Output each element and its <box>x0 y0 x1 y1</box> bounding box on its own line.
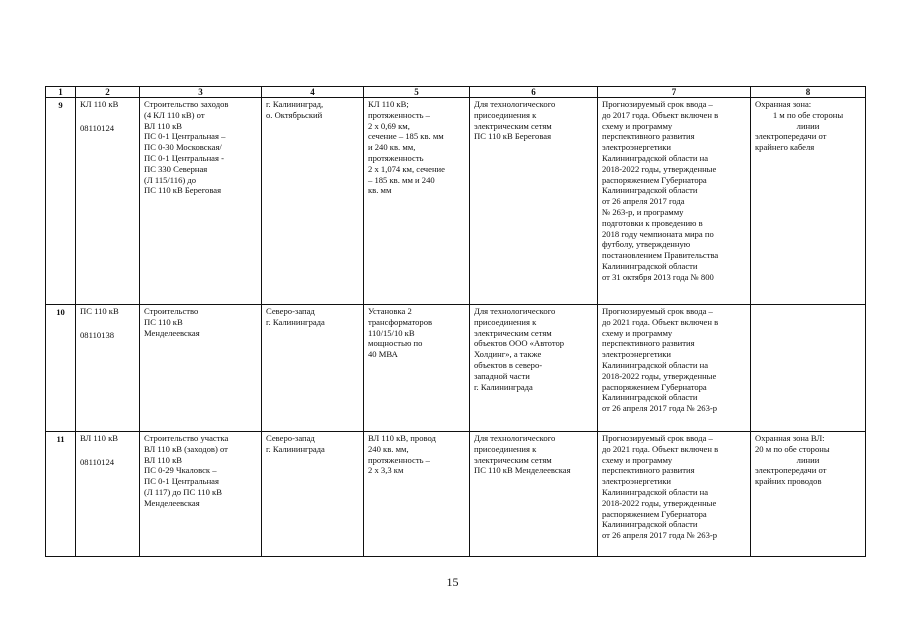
object-deadline-line: электроэнергетики <box>602 349 672 360</box>
object-purpose-line: Для технологического <box>474 99 556 109</box>
object-notes-line: крайних проводов <box>755 476 822 487</box>
object-purpose-line: г. Калининграда <box>474 381 533 392</box>
object-purpose-line: ПС 110 кВ Менделеевская <box>474 465 571 476</box>
object-parameters-line: КЛ 110 кВ; <box>368 99 409 109</box>
column-header-4: 4 <box>262 87 364 98</box>
object-notes-line: 1 м по обе стороны <box>772 109 844 120</box>
row-number: 9 <box>46 98 76 305</box>
object-purpose-line: ПС 110 кВ Береговая <box>474 131 552 142</box>
object-code <box>76 432 140 557</box>
object-purpose-line: объектов ООО «Автотор <box>474 338 565 349</box>
object-deadline-line: до 2021 года. Объект включен в <box>602 316 719 327</box>
object-location <box>262 305 364 432</box>
object-name-line: Строительство заходов <box>144 99 229 109</box>
object-location-line: о. Октябрьский <box>266 109 323 120</box>
object-purpose-line: присоединения к <box>474 443 537 454</box>
object-name-line: Менделеевская <box>144 327 200 338</box>
object-deadline-line: Прогнозируемый срок ввода – <box>602 99 713 109</box>
object-notes-line: 20 м по обе стороны <box>755 443 830 454</box>
object-deadline-line: распоряжением Губернатора <box>602 174 707 185</box>
object-deadline-line: схему и программу <box>602 120 673 131</box>
object-purpose-line: присоединения к <box>474 109 537 120</box>
object-deadline-line: электроэнергетики <box>602 142 672 153</box>
object-deadline-line: электроэнергетики <box>602 476 672 487</box>
object-parameters-line: протяженность <box>368 152 424 163</box>
object-name-line: ПС 0-1 Центральная - <box>144 152 224 163</box>
object-deadline-line: распоряжением Губернатора <box>602 381 707 392</box>
object-notes-line: Охранная зона: <box>755 99 812 109</box>
object-parameters-line: 2 x 1,074 км, сечение <box>368 163 445 174</box>
object-location-line: г. Калининград, <box>266 99 324 109</box>
table-row <box>46 98 866 305</box>
object-purpose-line: электрическим сетям <box>474 120 552 131</box>
object-parameters-line: трансформаторов <box>368 316 433 327</box>
object-parameters-line: 240 кв. мм, <box>368 443 409 454</box>
object-name-line: Строительство <box>144 306 199 316</box>
object-purpose <box>470 98 598 305</box>
object-parameters-line: протяженность – <box>368 109 430 120</box>
object-deadline-line: № 263-р, и программу <box>602 206 684 217</box>
row-number: 11 <box>46 432 76 557</box>
object-deadline-line: распоряжением Губернатора <box>602 508 707 519</box>
object-name-line: ПС 0-30 Московская/ <box>144 142 222 153</box>
object-location-line: г. Калининграда <box>266 443 325 454</box>
object-deadline-line: перспективного развития <box>602 338 695 349</box>
object-location <box>262 432 364 557</box>
object-deadline-line: Калининградской области на <box>602 486 709 497</box>
object-deadline-line: от 26 апреля 2017 года № 263-р <box>602 403 718 414</box>
object-location-line: г. Калининграда <box>266 316 325 327</box>
object-deadline-line: 2018 году чемпионата мира по <box>602 228 714 239</box>
object-code-line: ПС 110 кВ <box>80 306 119 316</box>
object-deadline-line: 2018-2022 годы, утвержденные <box>602 163 717 174</box>
column-header-7: 7 <box>598 87 751 98</box>
object-parameters-line: мощностью по <box>368 338 423 349</box>
object-name-line: (Л 117) до ПС 110 кВ <box>144 486 222 497</box>
object-name <box>140 432 262 557</box>
object-name-line: ПС 110 кВ Береговая <box>144 185 222 196</box>
object-deadline-line: схему и программу <box>602 327 673 338</box>
column-header-8: 8 <box>751 87 866 98</box>
table-row <box>46 432 866 557</box>
object-deadline <box>598 98 751 305</box>
column-header-1: 1 <box>46 87 76 98</box>
object-name-line: ПС 330 Северная <box>144 163 208 174</box>
table-row <box>46 305 866 432</box>
object-location-line: Северо-запад <box>266 306 315 316</box>
object-deadline-line: Калининградской области <box>602 519 698 530</box>
page-number: 15 <box>446 575 459 589</box>
column-header-6: 6 <box>470 87 598 98</box>
object-deadline-line: от 26 апреля 2017 года <box>602 196 685 207</box>
object-purpose-line: объектов в северо- <box>474 359 543 370</box>
object-location <box>262 98 364 305</box>
object-purpose-line: Для технологического <box>474 306 556 316</box>
object-deadline-line: подготовки к проведению в <box>602 217 703 228</box>
object-parameters <box>364 432 470 557</box>
object-code <box>76 98 140 305</box>
object-deadline-line: Прогнозируемый срок ввода – <box>602 433 713 443</box>
object-purpose <box>470 432 598 557</box>
object-name-line: Строительство участка <box>144 433 229 443</box>
object-purpose-line: Холдинг», а также <box>474 349 542 360</box>
object-purpose-line: Для технологического <box>474 433 556 443</box>
object-name-line: (Л 115/116) до <box>144 174 197 185</box>
object-purpose-line: электрическим сетям <box>474 327 552 338</box>
object-purpose-line: электрическим сетям <box>474 454 552 465</box>
row-number: 10 <box>46 305 76 432</box>
object-parameters-line: ВЛ 110 кВ, провод <box>368 433 436 443</box>
object-deadline-line: перспективного развития <box>602 465 695 476</box>
object-parameters-line: 2 x 3,3 км <box>368 465 404 476</box>
object-name-line: ПС 0-1 Центральная <box>144 476 219 487</box>
object-notes-line: электропередачи от <box>755 465 827 476</box>
header-row <box>46 87 866 98</box>
object-parameters-line: 2 x 0,69 км, <box>368 120 410 131</box>
object-parameters-line: 40 МВА <box>368 349 398 360</box>
object-deadline-line: до 2017 года. Объект включен в <box>602 109 719 120</box>
object-deadline-line: схему и программу <box>602 454 673 465</box>
object-code-line: 08110124 <box>80 456 115 467</box>
object-deadline-line: от 26 апреля 2017 года № 263-р <box>602 530 718 541</box>
object-parameters-line: протяженность – <box>368 454 430 465</box>
object-name-line: Менделеевская <box>144 497 200 508</box>
object-deadline <box>598 432 751 557</box>
object-parameters-line: сечение – 185 кв. мм <box>368 131 444 142</box>
object-deadline-line: Калининградской области <box>602 392 698 403</box>
object-deadline-line: футболу, утвержденную <box>602 239 691 250</box>
object-location-line: Северо-запад <box>266 433 315 443</box>
object-name <box>140 98 262 305</box>
object-code <box>76 305 140 432</box>
object-deadline-line: Калининградской области на <box>602 359 709 370</box>
object-deadline-line: постановлением Правительства <box>602 250 719 261</box>
object-name <box>140 305 262 432</box>
object-parameters <box>364 98 470 305</box>
object-parameters-line: Установка 2 <box>368 306 412 316</box>
object-code-line: 08110124 <box>80 122 115 133</box>
object-code-line: 08110138 <box>80 329 115 340</box>
object-deadline-line: перспективного развития <box>602 131 695 142</box>
object-deadline-line: Калининградской области на <box>602 152 709 163</box>
object-notes-line: Охранная зона ВЛ: <box>755 433 825 443</box>
object-notes-line: крайнего кабеля <box>755 142 815 153</box>
column-header-5: 5 <box>364 87 470 98</box>
object-name-line: ПС 0-1 Центральная – <box>144 131 226 142</box>
object-name-line: ПС 0-29 Чкаловск – <box>144 465 217 476</box>
object-name-line: ВЛ 110 кВ <box>144 120 183 131</box>
object-name-line: (4 КЛ 110 кВ) от <box>144 109 205 120</box>
object-parameters-line: 110/15/10 кВ <box>368 327 415 338</box>
object-parameters-line: и 240 кв. мм, <box>368 142 416 153</box>
object-notes-line: электропередачи от <box>755 131 827 142</box>
column-header-2: 2 <box>76 87 140 98</box>
object-purpose-line: западной части <box>474 370 530 381</box>
object-notes <box>751 432 866 557</box>
object-purpose <box>470 305 598 432</box>
object-notes <box>751 98 866 305</box>
object-name-line: ПС 110 кВ <box>144 316 183 327</box>
objects-table <box>45 86 866 557</box>
object-code-line: ВЛ 110 кВ <box>80 433 119 443</box>
object-deadline-line: Прогнозируемый срок ввода – <box>602 306 713 316</box>
object-deadline-line: Калининградской области <box>602 260 698 271</box>
object-deadline <box>598 305 751 432</box>
object-purpose-line: присоединения к <box>474 316 537 327</box>
object-parameters-line: кв. мм <box>368 185 392 196</box>
object-notes-line: линии <box>796 454 820 465</box>
object-deadline-line: от 31 октября 2013 года № 800 <box>602 271 714 282</box>
object-deadline-line: 2018-2022 годы, утвержденные <box>602 497 717 508</box>
object-notes <box>751 305 866 432</box>
column-header-3: 3 <box>140 87 262 98</box>
object-notes-line: линии <box>796 120 820 131</box>
object-deadline-line: 2018-2022 годы, утвержденные <box>602 370 717 381</box>
object-parameters <box>364 305 470 432</box>
object-name-line: ВЛ 110 кВ (заходов) от <box>144 443 228 454</box>
object-code-line: КЛ 110 кВ <box>80 99 119 109</box>
object-deadline-line: до 2021 года. Объект включен в <box>602 443 719 454</box>
object-parameters-line: – 185 кв. мм и 240 <box>368 174 435 185</box>
object-deadline-line: Калининградской области <box>602 185 698 196</box>
object-name-line: ВЛ 110 кВ <box>144 454 183 465</box>
